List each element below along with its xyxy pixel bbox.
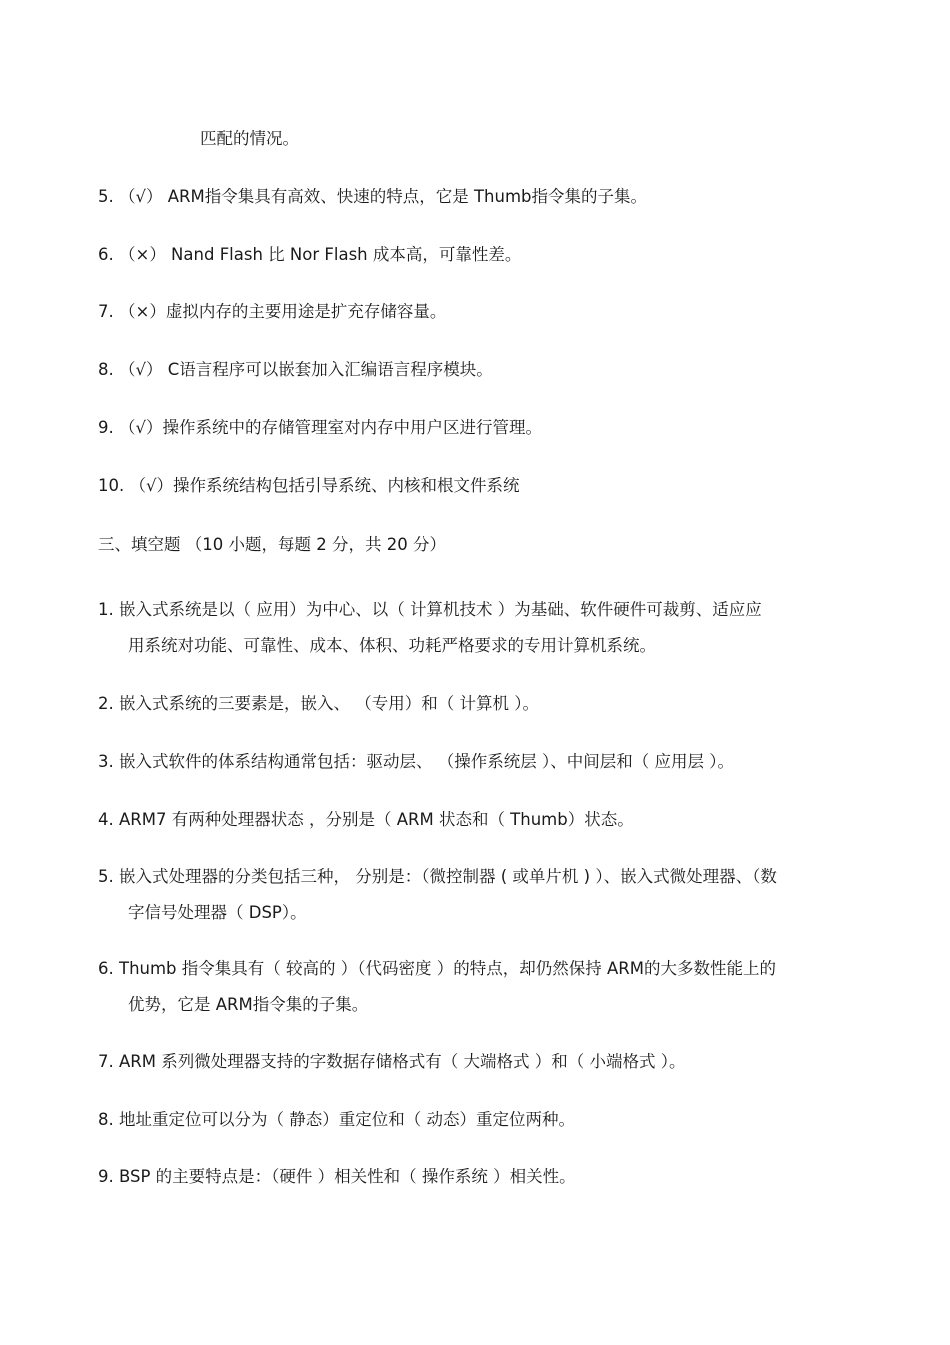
fill-item-1-line-2: 用系统对功能、可靠性、成本、体积、功耗严格要求的专用计算机系统。 — [128, 636, 656, 655]
judgement-item-6: 6. （×） Nand Flash 比 Nor Flash 成本高，可靠性差。 — [98, 245, 522, 264]
fill-item-6-line-1: 6. Thumb 指令集具有（ 较高的 ）（代码密度 ）的特点，却仍然保持 ARM的大多数性能上的 — [98, 959, 776, 978]
fill-item-8: 8. 地址重定位可以分为（ 静态）重定位和（ 动态）重定位两种。 — [98, 1110, 575, 1129]
fill-item-6-line-2: 优势，它是 ARM指令集的子集。 — [128, 995, 369, 1014]
fill-item-5-line-2: 字信号处理器（ DSP）。 — [128, 903, 307, 922]
fill-item-3: 3. 嵌入式软件的体系结构通常包括：驱动层、 （操作系统层 ）、中间层和（ 应用层 ）。 — [98, 752, 734, 771]
continuation-text: 匹配的情况。 — [200, 129, 299, 148]
fill-item-2: 2. 嵌入式系统的三要素是，嵌入、 （专用）和（ 计算机 ）。 — [98, 694, 539, 713]
fill-item-1-line-1: 1. 嵌入式系统是以（ 应用）为中心、以（ 计算机技术 ）为基础、软件硬件可裁剪、适应应 — [98, 600, 762, 619]
judgement-item-10: 10. （√）操作系统结构包括引导系统、内核和根文件系统 — [98, 476, 520, 495]
fill-item-5-line-1: 5. 嵌入式处理器的分类包括三种， 分别是：（微控制器 ( 或单片机 ) ）、嵌入式微处理器、（数 — [98, 867, 777, 886]
judgement-item-7: 7. （×）虚拟内存的主要用途是扩充存储容量。 — [98, 302, 447, 321]
fill-item-4: 4. ARM7 有两种处理器状态 ，分别是（ ARM 状态和（ Thumb）状态。 — [98, 810, 634, 829]
fill-item-9: 9. BSP 的主要特点是：（硬件 ）相关性和（ 操作系统 ）相关性。 — [98, 1167, 576, 1186]
judgement-item-8: 8. （√） C语言程序可以嵌套加入汇编语言程序模块。 — [98, 360, 493, 379]
judgement-item-9: 9. （√）操作系统中的存储管理室对内存中用户区进行管理。 — [98, 418, 543, 437]
judgement-item-5: 5. （√） ARM指令集具有高效、快速的特点，它是 Thumb指令集的子集。 — [98, 187, 648, 206]
fill-item-7: 7. ARM 系列微处理器支持的字数据存储格式有（ 大端格式 ）和（ 小端格式 ）。 — [98, 1052, 686, 1071]
section-heading: 三、填空题 （10 小题，每题 2 分，共 20 分） — [98, 535, 446, 554]
